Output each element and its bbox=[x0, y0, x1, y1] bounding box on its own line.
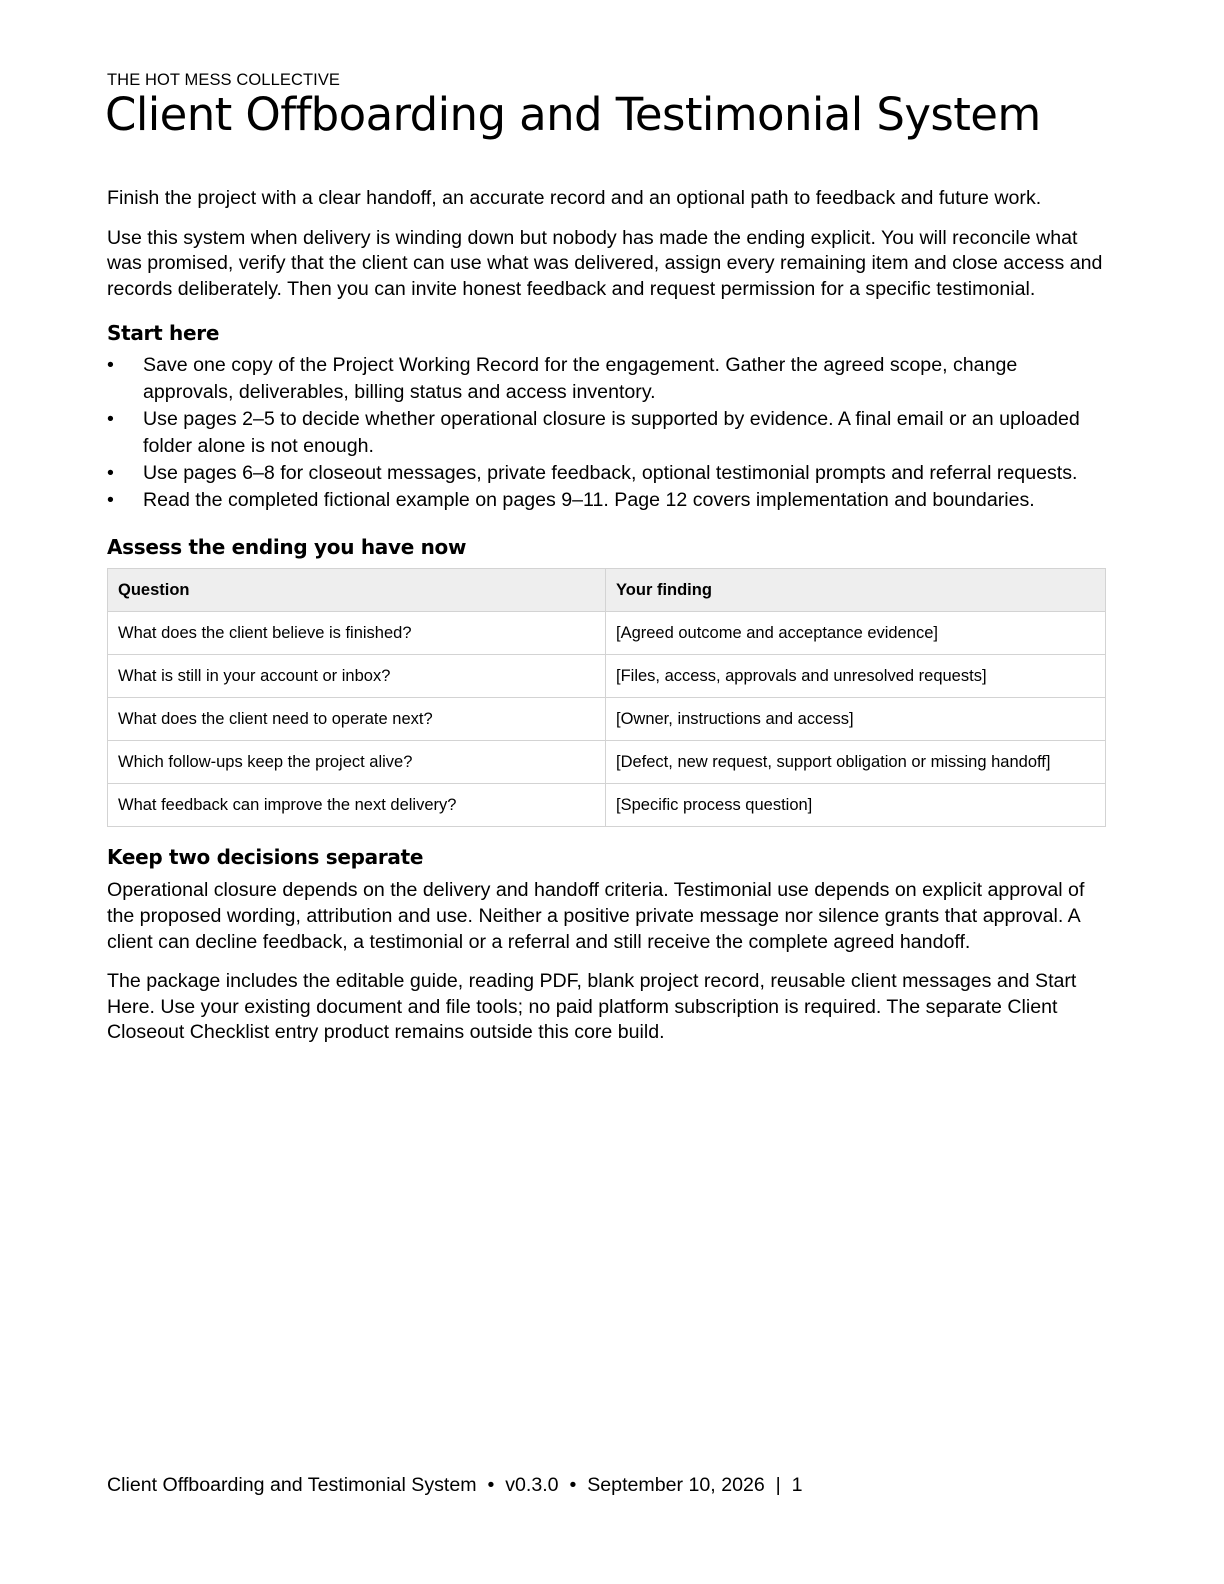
column-header-question: Question bbox=[108, 569, 606, 612]
bullet-glyph: • bbox=[107, 489, 114, 512]
question-cell: What feedback can improve the next delivery? bbox=[108, 784, 606, 827]
bullet-glyph: • bbox=[107, 462, 114, 485]
table-row bbox=[108, 698, 1106, 741]
list-item bbox=[107, 460, 1105, 487]
start-here-heading: Start here bbox=[107, 321, 220, 346]
assess-heading: Assess the ending you have now bbox=[107, 535, 467, 560]
page-footer: Client Offboarding and Testimonial System • v0.3.0 • September 10, 2026 | 1 bbox=[107, 1474, 803, 1496]
finding-cell: [Agreed outcome and acceptance evidence] bbox=[606, 612, 1106, 655]
keep-separate-paragraph: Operational closure depends on the delivery and handoff criteria. Testimonial use depends on explicit approval of the proposed wording, attribution and use. Neither a positive private message nor silence grants that approval. A client can decline feedback, a testimonial or a referral and still receive the complete agreed handoff. bbox=[107, 879, 1085, 953]
intro-body: Use this system when delivery is winding down but nobody has made the ending explicit. You will reconcile what was promised, verify that the client can use what was delivered, assign every remaining item and close access and records deliberately. Then you can invite honest feedback and request permission for a specific testimonial. bbox=[107, 226, 1103, 300]
list-item-text: Read the completed fictional example on pages 9–11. Page 12 covers implementation and boundaries. bbox=[143, 489, 1035, 512]
keep-separate-heading: Keep two decisions separate bbox=[107, 845, 424, 870]
list-item bbox=[107, 352, 1105, 406]
table-row bbox=[108, 784, 1106, 827]
list-item bbox=[107, 406, 1105, 460]
column-header-finding: Your finding bbox=[606, 569, 1106, 612]
list-item-text: Save one copy of the Project Working Record for the engagement. Gather the agreed scope, change approvals, deliverables, billing status and access inventory. bbox=[143, 354, 1018, 404]
list-item-text: Use pages 2–5 to decide whether operational closure is supported by evidence. A final email or an uploaded folder alone is not enough. bbox=[143, 408, 1080, 458]
brand-eyebrow: THE HOT MESS COLLECTIVE bbox=[107, 71, 341, 89]
question-cell: What does the client need to operate next? bbox=[108, 698, 606, 741]
question-cell: Which follow-ups keep the project alive? bbox=[108, 741, 606, 784]
intro-lead: Finish the project with a clear handoff, an accurate record and an optional path to feedback and future work. bbox=[107, 187, 1042, 209]
list-item bbox=[107, 487, 1105, 514]
table-header-row bbox=[108, 569, 1106, 612]
finding-cell: [Owner, instructions and access] bbox=[606, 698, 1106, 741]
bullet-glyph: • bbox=[107, 354, 114, 377]
start-here-list bbox=[107, 352, 1105, 514]
table-row bbox=[108, 655, 1106, 698]
table-row bbox=[108, 741, 1106, 784]
bullet-glyph: • bbox=[107, 408, 114, 431]
question-cell: What is still in your account or inbox? bbox=[108, 655, 606, 698]
question-cell: What does the client believe is finished? bbox=[108, 612, 606, 655]
document-page bbox=[107, 70, 1105, 1046]
table-row bbox=[108, 612, 1106, 655]
finding-cell: [Specific process question] bbox=[606, 784, 1106, 827]
finding-cell: [Defect, new request, support obligation or missing handoff] bbox=[606, 741, 1106, 784]
finding-cell: [Files, access, approvals and unresolved requests] bbox=[606, 655, 1106, 698]
list-item-text: Use pages 6–8 for closeout messages, private feedback, optional testimonial prompts and referral requests. bbox=[143, 462, 1078, 485]
assessment-table bbox=[107, 568, 1106, 827]
package-paragraph: The package includes the editable guide, reading PDF, blank project record, reusable client messages and Start Here. Use your existing document and file tools; no paid platform subscription is required. The separate Client Closeout Checklist entry product remains outside this core build. bbox=[107, 970, 1077, 1044]
page-title: Client Offboarding and Testimonial System bbox=[105, 88, 1041, 141]
